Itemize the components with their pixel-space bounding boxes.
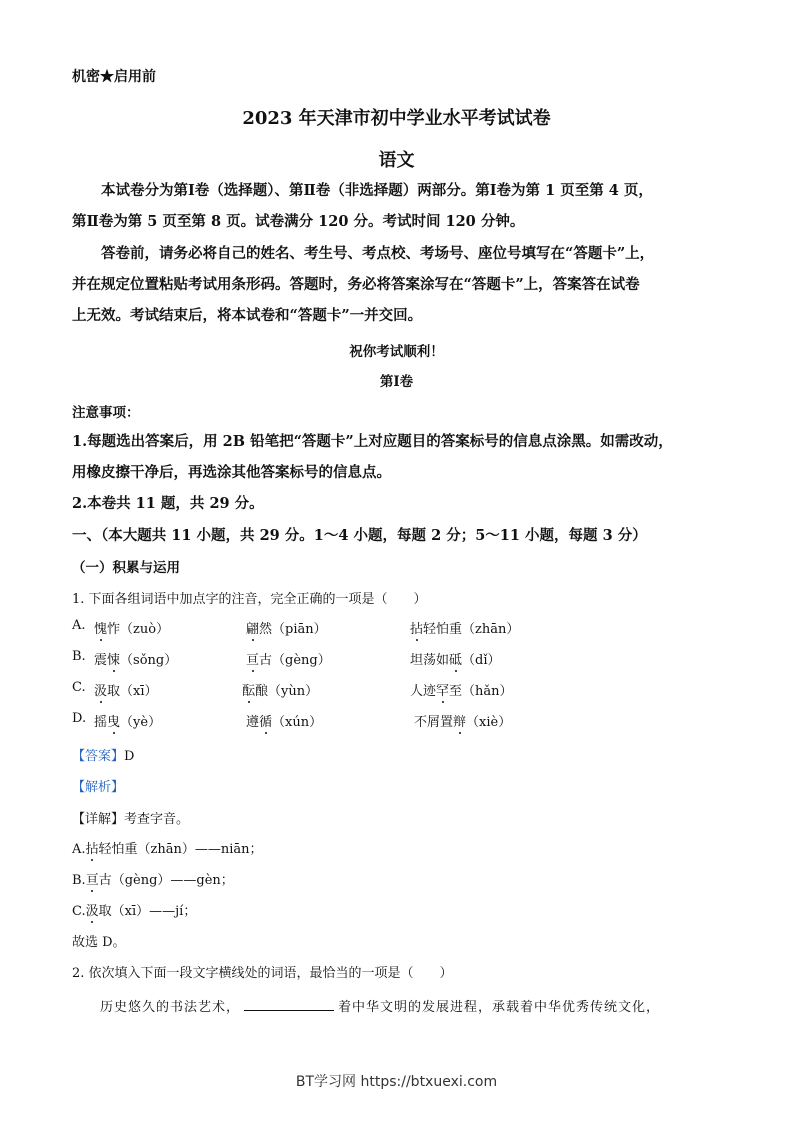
answer-line [72, 745, 134, 764]
detail-line-c [72, 900, 196, 919]
detail-rest: 取（xī）——jí； [98, 904, 197, 919]
detail-line-a [72, 838, 263, 857]
word-start: 遵 [246, 715, 260, 730]
question-2-text [100, 996, 660, 1015]
option-word-3 [410, 680, 513, 699]
volume-title: 第Ⅰ卷 [379, 374, 414, 390]
option-word-3 [410, 618, 519, 637]
page-title: 2023 年天津市初中学业水平考试试卷 [242, 108, 551, 129]
dotted-char: 酝 [242, 684, 256, 699]
wish-text: 祝你考试顺利！ [349, 344, 444, 360]
word-rest: 至（hǎn） [449, 684, 513, 699]
word-rest: 怍（zuò） [107, 622, 170, 637]
word-start: 震 [94, 653, 108, 668]
intro-p1-line-1: 本试卷分为第Ⅰ卷（选择题）、第Ⅱ卷（非选择题）两部分。第Ⅰ卷为第 1 页至第 4 页， [101, 182, 653, 199]
detail-label: C. [72, 904, 86, 919]
option-label: C. [72, 680, 86, 695]
dotted-char: 罕 [436, 684, 450, 699]
option-row-d [0, 711, 793, 731]
detail-label: A. [72, 842, 86, 857]
answer-value: D [124, 749, 135, 764]
word-rest: （yè） [120, 715, 162, 730]
dotted-char: 愧 [94, 622, 108, 637]
dotted-char: 拈 [410, 622, 424, 637]
q2-text-end: 着中华文明的发展进程，承载着中华优秀传统文化， [338, 1000, 661, 1015]
dotted-char: 循 [259, 715, 273, 730]
dotted-char: 悚 [107, 653, 121, 668]
dotted-char: 亘 [85, 873, 99, 888]
option-word-1 [94, 680, 158, 699]
detail-label: B. [72, 873, 86, 888]
dotted-char: 汲 [94, 684, 108, 699]
option-word-1 [94, 711, 161, 730]
footer-watermark: BT学习网 https://btxuexi.com [295, 1074, 498, 1090]
option-row-c [0, 680, 793, 700]
fill-blank [244, 998, 334, 1011]
intro-p1-line-2: 第Ⅱ卷为第 5 页至第 8 页。试卷满分 120 分。考试时间 120 分钟。 [72, 213, 525, 230]
subject-title: 语文 [378, 150, 415, 171]
word-rest: 取（xī） [107, 684, 158, 699]
detail-rest: 古（gèng）——gèn； [98, 873, 234, 888]
detail-line-b [72, 869, 234, 888]
analysis-tag: 【解析】 [72, 780, 125, 795]
question-1-stem: 1. 下面各组词语中加点字的注音，完全正确的一项是（ ） [72, 592, 427, 607]
word-start: 坦荡如 [410, 653, 450, 668]
word-rest: 轻怕重（zhān） [423, 622, 520, 637]
option-label: B. [72, 649, 86, 664]
word-rest: （xún） [272, 715, 323, 730]
secret-mark: 机密★启用前 [72, 69, 156, 85]
dotted-char: 亘 [246, 653, 260, 668]
intro-paragraph-1 [72, 175, 722, 206]
answer-tag: 【答案】 [72, 749, 125, 764]
option-word-1 [94, 618, 169, 637]
conclusion: 故选 D。 [72, 935, 126, 950]
option-label: D. [72, 711, 87, 726]
detail-rest: 轻怕重（zhān）——niān； [98, 842, 263, 857]
dotted-char: 拈 [85, 842, 99, 857]
option-word-2 [246, 711, 322, 730]
option-word-1 [94, 649, 177, 668]
note-1-line-2: 用橡皮擦干净后，再选涂其他答案标号的信息点。 [72, 464, 391, 481]
option-label: A. [72, 618, 86, 633]
word-rest: （dǐ） [462, 653, 501, 668]
note-1-line-1: 1.每题选出答案后，用 2B 铅笔把“答题卡”上对应题目的答案标号的信息点涂黑。如需改动， [72, 433, 673, 450]
dotted-char: 翩 [246, 622, 260, 637]
question-2-stem: 2. 依次填入下面一段文字横线处的词语，最恰当的一项是（ ） [72, 966, 453, 981]
dotted-char: 辩 [453, 715, 467, 730]
word-rest: 然（piān） [259, 622, 327, 637]
dotted-char: 汲 [85, 904, 99, 919]
subsection-heading: （一）积累与运用 [72, 560, 180, 576]
option-word-2 [242, 680, 318, 699]
word-rest: （sǒng） [120, 653, 178, 668]
option-row-b [0, 649, 793, 669]
q2-text-start: 历史悠久的书法艺术， [100, 1000, 241, 1015]
word-rest: （xiè） [466, 715, 512, 730]
notes-heading: 注意事项： [72, 405, 140, 421]
option-word-3 [414, 711, 511, 730]
note-2: 2.本卷共 11 题，共 29 分。 [72, 495, 264, 512]
section-heading: 一、（本大题共 11 小题，共 29 分。1～4 小题，每题 2 分；5～11 小题，每题 3 分） [72, 527, 647, 544]
word-start: 摇 [94, 715, 108, 730]
word-rest: 酿（yùn） [255, 684, 319, 699]
word-start: 人迹 [410, 684, 437, 699]
dotted-char: 曳 [107, 715, 121, 730]
dotted-char: 砥 [449, 653, 463, 668]
option-word-2 [246, 618, 327, 637]
word-start: 不屑置 [414, 715, 454, 730]
intro-p2-line-1: 答卷前，请务必将自己的姓名、考生号、考点校、考场号、座位号填写在“答题卡”上， [101, 245, 655, 262]
intro-p2-line-2: 并在规定位置粘贴考试用条形码。答题时，务必将答案涂写在“答题卡”上，答案答在试卷 [72, 276, 640, 293]
option-row-a [0, 618, 793, 638]
word-rest: 古（gèng） [259, 653, 331, 668]
intro-p2-line-3: 上无效。考试结束后，将本试卷和“答题卡”一并交回。 [72, 307, 423, 324]
option-word-2 [246, 649, 331, 668]
option-word-3 [410, 649, 501, 668]
detail-heading: 【详解】考查字音。 [72, 812, 190, 827]
